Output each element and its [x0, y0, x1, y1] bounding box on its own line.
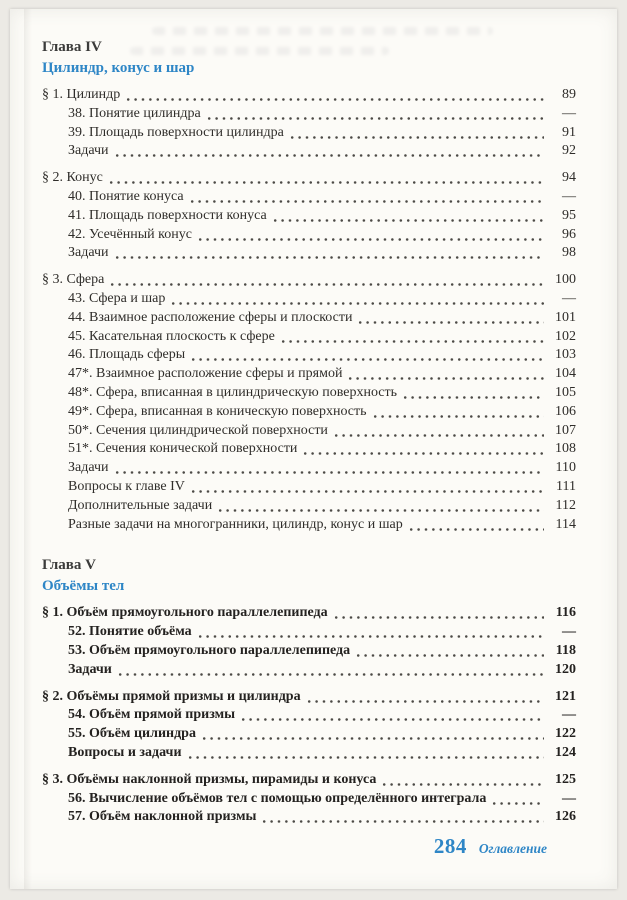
dot-leader — [241, 717, 544, 722]
toc-entry-page: 96 — [562, 226, 576, 242]
chapter-label: Глава IV — [42, 39, 102, 55]
toc-entry — [42, 688, 576, 707]
toc-entry — [42, 459, 576, 478]
toc-entry-label: 39. Площадь поверхности цилиндра — [68, 124, 284, 140]
toc-entry — [42, 124, 576, 143]
toc-entry-label: 57. Объём наклонной призмы — [68, 809, 257, 825]
dot-leader — [190, 199, 544, 204]
toc-entry — [42, 86, 576, 105]
toc-entry-label: § 1. Объём прямоугольного параллелепипеда — [42, 605, 328, 621]
toc-entry-page: 105 — [555, 384, 576, 400]
toc-entry — [42, 188, 576, 207]
toc-entry — [42, 623, 576, 642]
dot-leader — [191, 357, 544, 362]
toc-entry-label: § 1. Цилиндр — [42, 87, 121, 102]
toc-entry-label: § 3. Объёмы наклонной призмы, пирамиды и конуса — [42, 771, 377, 787]
dot-leader — [382, 782, 544, 787]
toc-entry — [42, 706, 576, 725]
dot-leader — [191, 489, 544, 494]
toc-entry-label: 56. Вычисление объёмов тел с помощью определённого интеграла — [68, 790, 487, 806]
toc-entry-label: 44. Взаимное расположение сферы и плоскости — [68, 309, 353, 325]
toc-entry-page: 126 — [555, 809, 576, 825]
toc-entry-label: 54. Объём прямой призмы — [68, 707, 236, 723]
dot-leader — [115, 470, 544, 475]
dot-leader — [281, 339, 544, 344]
toc-entry-label: 55. Объём цилиндра — [68, 726, 196, 742]
toc-entry — [42, 384, 576, 403]
dot-leader — [218, 508, 544, 513]
chapter-label: Глава V — [42, 557, 96, 574]
toc-entry — [42, 422, 576, 441]
book-page — [10, 9, 617, 889]
toc-entry-label: 49*. Сфера, вписанная в коническую поверхность — [68, 403, 367, 419]
toc-chapter — [42, 38, 576, 534]
toc-entry — [42, 309, 576, 328]
toc-entry-page: 120 — [555, 661, 576, 677]
toc-entry-page: 122 — [555, 726, 576, 742]
dot-leader — [118, 672, 544, 677]
toc-entry-label: 53. Объём прямоугольного параллелепипеда — [68, 642, 351, 658]
page-footer — [434, 834, 547, 859]
dot-leader — [273, 218, 544, 223]
dot-leader — [262, 819, 544, 824]
toc-entry-page: 89 — [562, 87, 576, 102]
toc-entry-page: 101 — [555, 309, 576, 325]
dot-leader — [358, 320, 544, 325]
toc-entry — [42, 365, 576, 384]
toc-entry-label: 51*. Сечения конической поверхности — [68, 441, 298, 457]
page-crease — [24, 9, 32, 889]
toc-entry-page: 104 — [555, 366, 576, 382]
toc-entry — [42, 771, 576, 790]
chapter-entries — [42, 86, 576, 534]
chapter-title: Объёмы тел — [42, 578, 125, 595]
toc-entry-page: 103 — [555, 347, 576, 363]
toc-entry-label: 45. Касательная плоскость к сфере — [68, 328, 275, 344]
dot-leader — [115, 153, 544, 158]
toc-entry — [42, 478, 576, 497]
toc-entry — [42, 604, 576, 623]
toc-entry-page: 114 — [555, 516, 576, 532]
footer-section-label: Оглавление — [478, 841, 547, 856]
toc-entry-page: — — [562, 188, 576, 204]
toc-entry — [42, 403, 576, 422]
bleed-line — [152, 27, 492, 35]
toc-entry-page: 124 — [555, 744, 576, 760]
toc-entry-page: 121 — [555, 688, 576, 704]
toc-entry — [42, 642, 576, 661]
toc-entry-page: 106 — [555, 403, 576, 419]
toc-entry — [42, 725, 576, 744]
toc-entry-page: 107 — [555, 422, 576, 438]
toc-entry-page: 110 — [555, 460, 576, 476]
toc-entry-page: 100 — [555, 272, 576, 288]
dot-leader — [198, 634, 544, 639]
page-number: 284 — [433, 834, 467, 858]
toc-entry-page: 102 — [555, 328, 576, 344]
toc-entry — [42, 790, 576, 809]
toc-entry-label: Задачи — [68, 245, 109, 261]
chapter-entries — [42, 604, 576, 827]
toc-entry-page: — — [562, 290, 576, 306]
dot-leader — [348, 376, 544, 381]
toc-entry-page: 94 — [562, 170, 576, 186]
dot-leader — [126, 97, 544, 102]
toc-entry — [42, 516, 576, 535]
toc-entry-label: 38. Понятие цилиндра — [68, 105, 201, 121]
toc-entry-page: 111 — [556, 478, 576, 494]
dot-leader — [115, 255, 544, 260]
toc-entry — [42, 497, 576, 516]
toc-entry-label: § 3. Сфера — [42, 272, 105, 288]
toc-entry-label: 52. Понятие объёма — [68, 624, 192, 640]
toc-entry-page: 116 — [555, 605, 576, 621]
toc-entry-page: — — [562, 105, 576, 121]
dot-leader — [492, 801, 544, 806]
dot-leader — [188, 755, 544, 760]
toc-entry-page: — — [562, 790, 576, 806]
toc-entry-label: § 2. Объёмы прямой призмы и цилиндра — [42, 688, 301, 704]
toc-entry-label: 47*. Взаимное расположение сферы и прямой — [68, 366, 343, 382]
toc-entry — [42, 244, 576, 263]
dot-leader — [334, 615, 544, 620]
toc-entry-label: Разные задачи на многогранники, цилиндр, конус и шар — [68, 516, 403, 532]
toc-entry — [42, 328, 576, 347]
toc-entry-page: 92 — [562, 143, 576, 159]
dot-leader — [109, 180, 544, 185]
toc-chapter — [42, 556, 576, 827]
toc-entry-label: 50*. Сечения цилиндрической поверхности — [68, 422, 328, 438]
toc-entry — [42, 169, 576, 188]
dot-leader — [303, 451, 544, 456]
toc-entry-label: 41. Площадь поверхности конуса — [68, 207, 267, 223]
dot-leader — [202, 736, 544, 741]
dot-leader — [198, 237, 544, 242]
dot-leader — [171, 301, 544, 306]
toc-entry — [42, 440, 576, 459]
toc-entry-label: Вопросы к главе IV — [68, 478, 185, 494]
dot-leader — [409, 527, 544, 532]
toc-entry-page: 95 — [562, 207, 576, 223]
toc-entry-page: 98 — [562, 245, 576, 261]
toc-entry-page: 118 — [555, 642, 576, 658]
toc-entry-label: 46. Площадь сферы — [68, 347, 186, 363]
toc-entry — [42, 661, 576, 680]
toc-entry — [42, 290, 576, 309]
toc-entry-label: 42. Усечённый конус — [68, 226, 192, 242]
toc-entry — [42, 808, 576, 827]
toc-entry-label: Задачи — [68, 143, 109, 159]
toc-entry-page: — — [562, 707, 576, 723]
chapter-title: Цилиндр, конус и шар — [42, 60, 195, 76]
toc-entry-page: 112 — [555, 497, 576, 513]
toc-entry — [42, 226, 576, 245]
toc-entry — [42, 142, 576, 161]
toc-entry-label: Дополнительные задачи — [68, 497, 213, 513]
toc-entry-page: 91 — [562, 124, 576, 140]
toc-entry — [42, 271, 576, 290]
dot-leader — [334, 433, 544, 438]
dot-leader — [110, 282, 544, 287]
dot-leader — [356, 653, 544, 658]
dot-leader — [403, 395, 544, 400]
toc-entry-label: § 2. Конус — [42, 170, 103, 186]
toc-entry-label: 43. Сфера и шар — [68, 290, 166, 306]
toc-entry — [42, 346, 576, 365]
toc-entry — [42, 207, 576, 226]
toc-entry-page: 125 — [555, 771, 576, 787]
dot-leader — [290, 135, 544, 140]
dot-leader — [307, 699, 544, 704]
dot-leader — [373, 414, 544, 419]
toc-entry — [42, 105, 576, 124]
table-of-contents — [42, 38, 576, 849]
toc-entry-label: Вопросы и задачи — [68, 744, 182, 760]
toc-entry-label: Задачи — [68, 661, 112, 677]
toc-entry-page: 108 — [555, 441, 576, 457]
toc-entry — [42, 744, 576, 763]
toc-entry-page: — — [562, 624, 576, 640]
toc-entry-label: 48*. Сфера, вписанная в цилиндрическую поверхность — [68, 384, 398, 400]
toc-entry-label: Задачи — [68, 460, 109, 476]
dot-leader — [207, 116, 544, 121]
toc-entry-label: 40. Понятие конуса — [68, 188, 184, 204]
